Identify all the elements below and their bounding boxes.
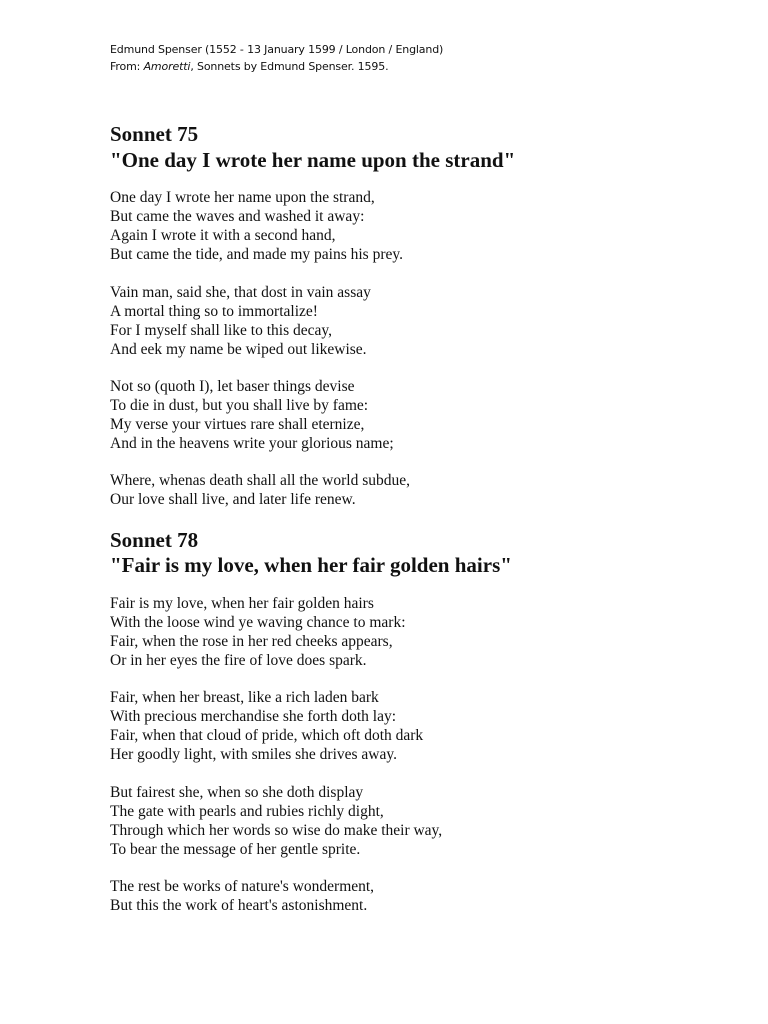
verse-line: For I myself shall like to this decay, bbox=[110, 322, 332, 339]
verse-line: With the loose wind ye waving chance to mark: bbox=[110, 614, 406, 631]
stanza bbox=[110, 471, 410, 509]
stanza bbox=[110, 283, 371, 359]
source-title: Amoretti bbox=[143, 60, 191, 73]
verse-line: But came the tide, and made my pains his prey. bbox=[110, 246, 403, 263]
verse-line: And in the heavens write your glorious name; bbox=[110, 435, 394, 452]
verse-line: The gate with pearls and rubies richly dight, bbox=[110, 803, 384, 820]
source-line bbox=[110, 59, 388, 75]
verse-line: But came the waves and washed it away: bbox=[110, 208, 365, 225]
verse-line: Where, whenas death shall all the world subdue, bbox=[110, 472, 411, 489]
verse-line: To bear the message of her gentle sprite. bbox=[110, 841, 361, 858]
sonnet-number: Sonnet 78 bbox=[110, 528, 199, 552]
source-prefix: From: bbox=[110, 60, 144, 73]
verse-line: Fair, when that cloud of pride, which oft doth dark bbox=[110, 727, 424, 744]
stanza bbox=[110, 188, 403, 264]
source-suffix: , Sonnets by Edmund Spenser. 1595. bbox=[190, 60, 389, 73]
sonnet-title: "One day I wrote her name upon the strand" bbox=[110, 148, 516, 172]
sonnet-title: "Fair is my love, when her fair golden hairs" bbox=[110, 553, 512, 577]
verse-line: Or in her eyes the fire of love does spark. bbox=[110, 652, 367, 669]
verse-line: Through which her words so wise do make their way, bbox=[110, 822, 443, 839]
verse-line: Fair, when the rose in her red cheeks appears, bbox=[110, 633, 393, 650]
verse-line: The rest be works of nature's wonderment, bbox=[110, 878, 375, 895]
verse-line: And eek my name be wiped out likewise. bbox=[110, 341, 367, 358]
verse-line: Again I wrote it with a second hand, bbox=[110, 227, 336, 244]
stanza bbox=[110, 594, 406, 670]
verse-line: Her goodly light, with smiles she drives away. bbox=[110, 746, 397, 763]
verse-line: Fair, when her breast, like a rich laden bark bbox=[110, 689, 379, 706]
author-line: Edmund Spenser (1552 - 13 January 1599 / London / England) bbox=[110, 43, 444, 56]
verse-line: One day I wrote her name upon the strand, bbox=[110, 189, 375, 206]
verse-line: With precious merchandise she forth doth lay: bbox=[110, 708, 397, 725]
stanza bbox=[110, 377, 394, 453]
verse-line: Vain man, said she, that dost in vain assay bbox=[110, 284, 371, 301]
verse-line: But this the work of heart's astonishment. bbox=[110, 897, 368, 914]
stanza bbox=[110, 783, 442, 859]
verse-line: Not so (quoth I), let baser things devise bbox=[110, 378, 355, 395]
verse-line: To die in dust, but you shall live by fame: bbox=[110, 397, 369, 414]
verse-line: But fairest she, when so she doth display bbox=[110, 784, 364, 801]
verse-line: A mortal thing so to immortalize! bbox=[110, 303, 318, 320]
sonnet-number: Sonnet 75 bbox=[110, 122, 199, 146]
stanza bbox=[110, 877, 374, 915]
verse-line: Our love shall live, and later life renew. bbox=[110, 491, 356, 508]
verse-line: Fair is my love, when her fair golden hairs bbox=[110, 595, 374, 612]
stanza bbox=[110, 688, 423, 764]
verse-line: My verse your virtues rare shall eternize, bbox=[110, 416, 365, 433]
